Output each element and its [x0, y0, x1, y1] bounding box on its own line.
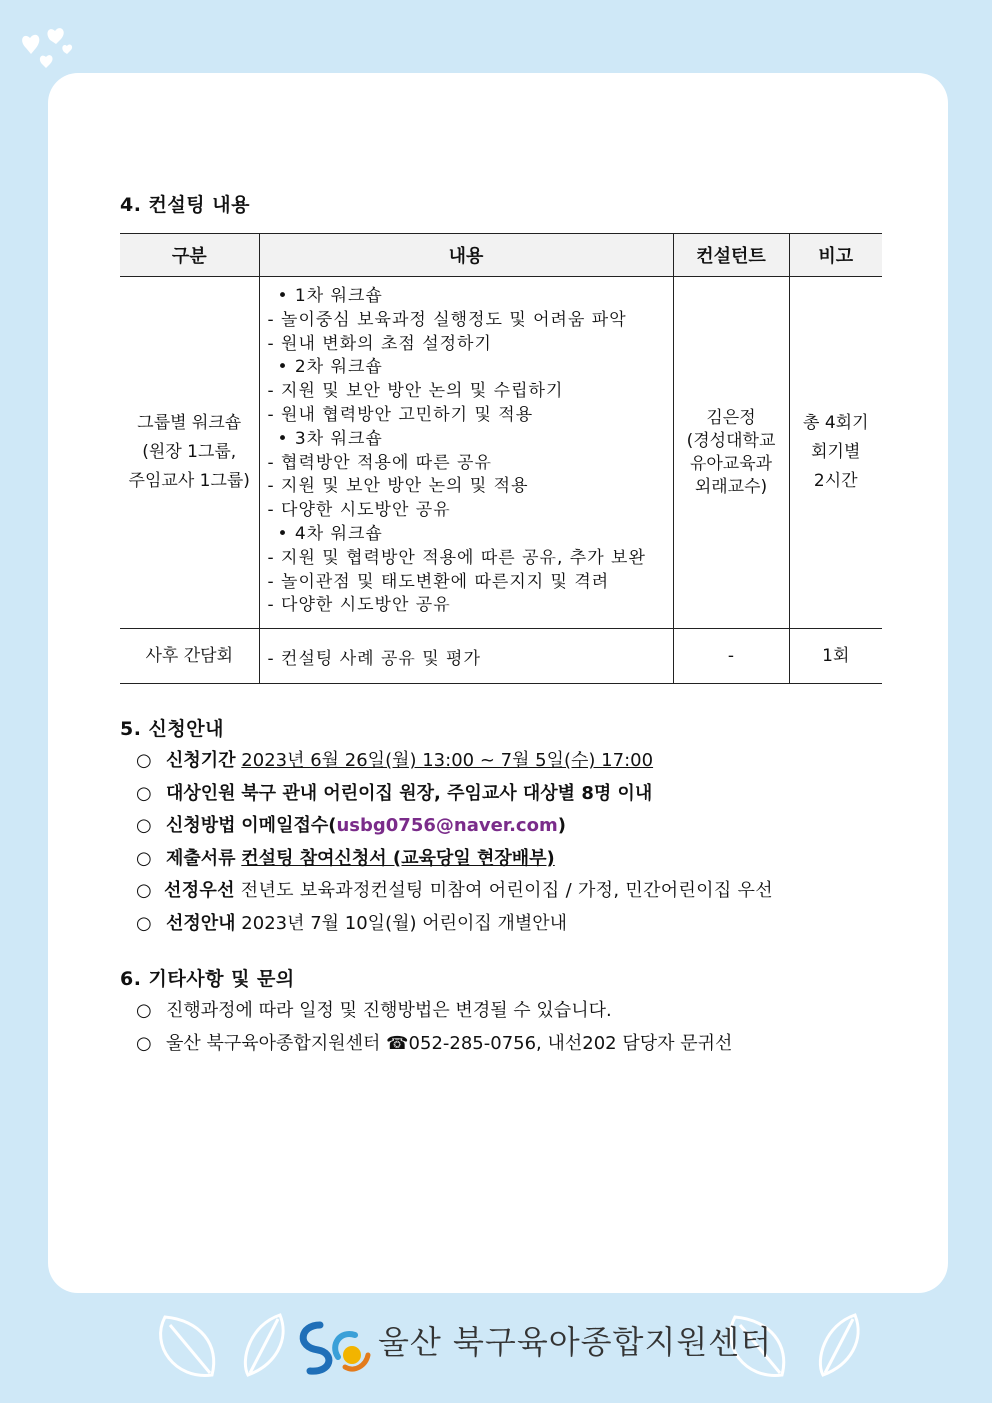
row2-category: 사후 간담회 — [120, 629, 259, 684]
circle-bullet-icon: ○ — [136, 880, 153, 902]
row2-consultant: - — [673, 629, 789, 684]
header-note: 비고 — [789, 234, 882, 277]
circle-bullet-icon: ○ — [136, 782, 152, 804]
workshop-detail: - 놀이중심 보육과정 실행정도 및 어려움 파악 — [267, 309, 627, 330]
header-category: 구분 — [120, 234, 259, 277]
list-item: ○ 울산 북구육아종합지원센터 ☎052-285-0756, 내선202 담당자 문귀선 — [136, 1028, 882, 1061]
circle-bullet-icon: ○ — [136, 1000, 152, 1022]
workshop-detail: - 지원 및 협력방안 적용에 따른 공유, 추가 보완 — [267, 547, 646, 568]
circle-bullet-icon: ○ — [136, 1032, 152, 1054]
workshop-heading: • 4차 워크숍 — [277, 523, 383, 544]
row2-note: 1회 — [789, 629, 882, 684]
row1-category: 그룹별 워크숍 (원장 1그룹, 주임교사 1그룹) — [120, 277, 259, 629]
list-item: ○ 신청방법 이메일접수(usbg0756@naver.com) — [136, 810, 882, 843]
circle-bullet-icon: ○ — [136, 815, 152, 837]
workshop-detail: - 놀이관점 및 태도변환에 따른지지 및 격려 — [267, 571, 610, 592]
row1-items — [259, 277, 673, 629]
workshop-detail: - 다양한 시도방안 공유 — [267, 500, 451, 521]
logo-icon — [303, 1325, 368, 1371]
document-content — [120, 190, 882, 1060]
workshop-heading: • 2차 워크숍 — [277, 357, 383, 378]
docs-value: 컨설팅 참여신청서 (교육당일 현장배부) — [241, 847, 555, 869]
period-value: 2023년 6월 26일(월) 13:00 ~ 7월 5일(수) 17:00 — [241, 750, 654, 772]
notice-value: 2023년 7월 10일(월) 어린이집 개별안내 — [241, 912, 568, 934]
workshop-detail: - 원내 협력방안 고민하기 및 적용 — [267, 404, 534, 425]
application-info — [120, 745, 882, 940]
workshop-detail: - 다양한 시도방안 공유 — [267, 595, 451, 616]
list-item: ○ 제출서류 컨설팅 참여신청서 (교육당일 현장배부) — [136, 843, 882, 876]
row1-consultant: 김은정 (경성대학교 유아교육과 외래교수) — [673, 277, 789, 629]
table-row — [120, 277, 882, 629]
circle-bullet-icon: ○ — [136, 912, 152, 934]
list-item: ○ 선정우선 전년도 보육과정컨설팅 미참여 어린이집 / 가정, 민간어린이집 우선 — [136, 875, 882, 908]
workshop-heading: • 1차 워크숍 — [277, 286, 383, 306]
workshop-heading: • 3차 워크숍 — [277, 428, 383, 449]
target-value: 북구 관내 어린이집 원장, 주임교사 대상별 8명 이내 — [241, 782, 653, 804]
workshop-detail: - 원내 변화의 초점 설정하기 — [267, 333, 492, 354]
header-content: 내용 — [259, 234, 673, 277]
row2-item: - 컨설팅 사례 공유 및 평가 — [259, 629, 673, 684]
section5-title: 5. 신청안내 — [120, 718, 224, 741]
section4-title: 4. 컨설팅 내용 — [120, 194, 250, 216]
circle-bullet-icon: ○ — [136, 750, 152, 772]
workshop-detail: - 지원 및 보안 방안 논의 및 적용 — [267, 476, 529, 497]
table-row — [120, 629, 882, 684]
circle-bullet-icon: ○ — [136, 847, 152, 869]
footer-org-name: 울산 북구육아종합지원센터 — [378, 1323, 773, 1361]
list-item: ○ 선정안내 2023년 7월 10일(월) 어린이집 개별안내 — [136, 908, 882, 941]
table-header-row — [120, 234, 882, 277]
contact-info — [120, 995, 882, 1060]
workshop-detail: - 협력방안 적용에 따른 공유 — [267, 452, 492, 473]
workshop-detail: - 지원 및 보안 방안 논의 및 수립하기 — [267, 381, 564, 402]
list-item: ○ 진행과정에 따라 일정 및 진행방법은 변경될 수 있습니다. — [136, 995, 882, 1028]
phone-icon: ☎ — [386, 1032, 409, 1054]
email-link[interactable]: usbg0756@naver.com — [336, 815, 558, 837]
section6-title: 6. 기타사항 및 문의 — [120, 968, 295, 991]
priority-value: 전년도 보육과정컨설팅 미참여 어린이집 / 가정, 민간어린이집 우선 — [240, 880, 773, 902]
method-value: 이메일접수 — [241, 815, 329, 837]
hearts-decoration-icon — [14, 18, 84, 78]
consulting-table — [120, 233, 882, 684]
header-consultant: 컨설턴트 — [673, 234, 789, 277]
row1-note: 총 4회기 회기별 2시간 — [789, 277, 882, 629]
list-item: ○ 신청기간 2023년 6월 26일(월) 13:00 ~ 7월 5일(수) 17:00 — [136, 745, 882, 778]
list-item: ○ 대상인원 북구 관내 어린이집 원장, 주임교사 대상별 8명 이내 — [136, 778, 882, 811]
